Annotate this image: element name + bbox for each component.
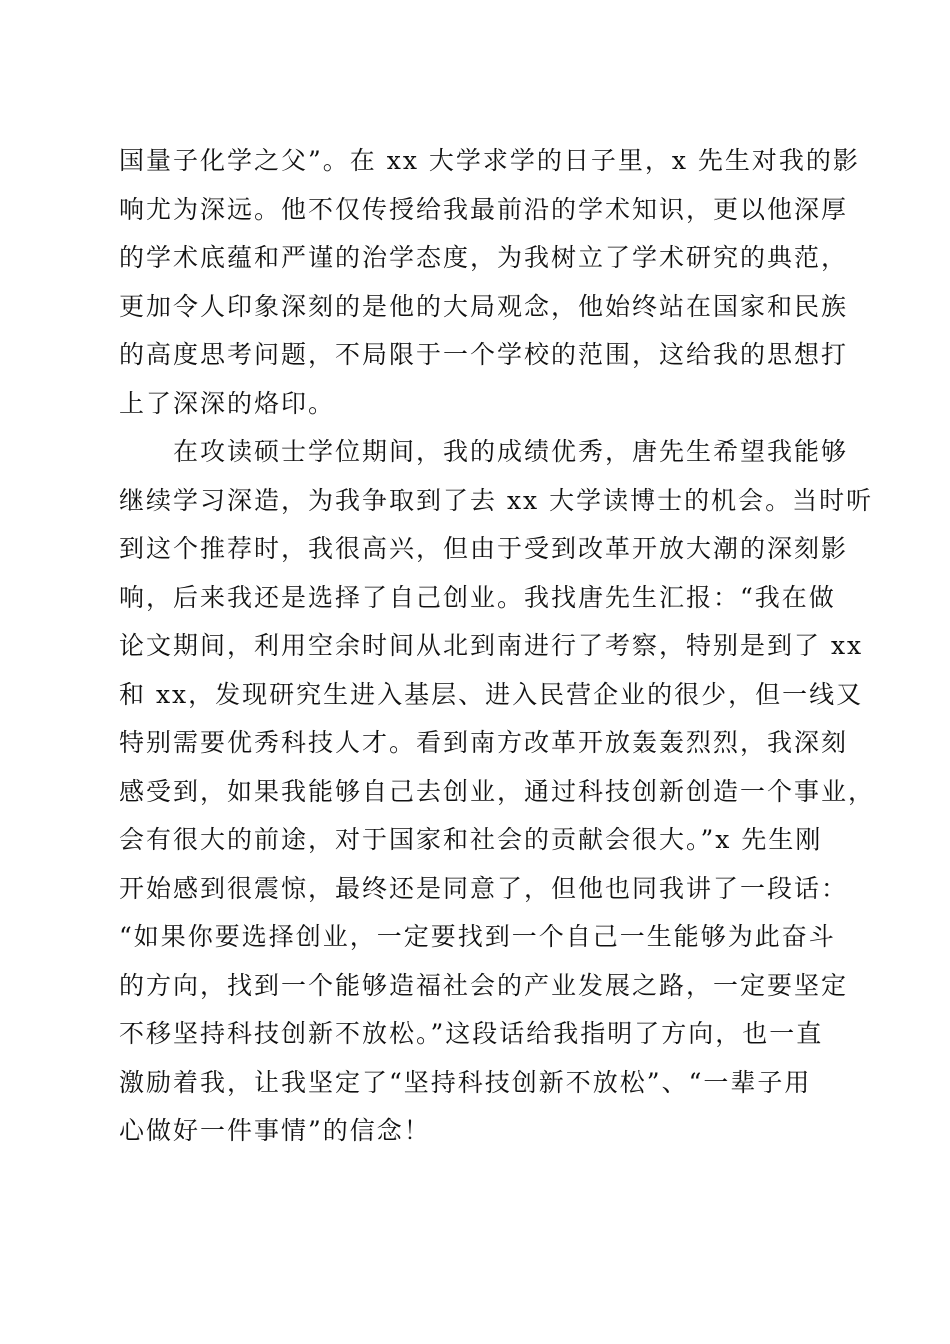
paragraph-line: 开始感到很震惊，最终还是同意了，但他也同我讲了一段话： [119, 873, 849, 903]
paragraph-line: 国量子化学之父”。在 xx 大学求学的日子里，x 先生对我的影 [119, 146, 860, 175]
paragraph-line: 到这个推荐时，我很高兴，但由于受到改革开放大潮的深刻影 [119, 534, 849, 563]
paragraph-line: 的方向，找到一个能够造福社会的产业发展之路，一定要坚定 [119, 970, 849, 1000]
paragraph-2 [119, 428, 876, 1156]
paragraph-line: 响尤为深远。他不仅传授给我最前沿的学术知识，更以他深厚 [119, 194, 849, 224]
paragraph-1 [119, 137, 860, 428]
paragraph-line: 在攻读硕士学位期间，我的成绩优秀，唐先生希望我能够 [173, 437, 849, 466]
paragraph-line: 的学术底蕴和严谨的治学态度，为我树立了学术研究的典范， [119, 243, 849, 272]
paragraph-line: 的高度思考问题，不局限于一个学校的范围，这给我的思想打 [119, 340, 849, 369]
paragraph-line: 激励着我，让我坚定了“坚持科技创新不放松”、“一辈子用 [119, 1067, 812, 1097]
paragraph-line: 论文期间，利用空余时间从北到南进行了考察，特别是到了 xx [119, 631, 864, 660]
document-body [119, 137, 876, 1156]
paragraph-line: 心做好一件事情”的信念！ [119, 1116, 431, 1145]
paragraph-line: 特别需要优秀科技人才。看到南方改革开放轰轰烈烈，我深刻 [119, 728, 849, 757]
paragraph-line: “如果你要选择创业，一定要找到一个自己一生能够为此奋斗 [119, 922, 836, 951]
paragraph-line: 感受到，如果我能够自己去创业，通过科技创新创造一个事业， [119, 776, 876, 806]
paragraph-line: 继续学习深造，为我争取到了去 xx 大学读博士的机会。当时听 [119, 485, 874, 515]
paragraph-line: 响，后来我还是选择了自己创业。我找唐先生汇报：“我在做 [119, 582, 836, 612]
paragraph-line: 和 xx，发现研究生进入基层、进入民营企业的很少，但一线又 [119, 679, 864, 709]
paragraph-line: 不移坚持科技创新不放松。”这段话给我指明了方向，也一直 [119, 1019, 824, 1048]
paragraph-line: 会有很大的前途，对于国家和社会的贡献会很大。”x 先生刚 [119, 825, 823, 854]
paragraph-line: 上了深深的烙印。 [119, 388, 336, 418]
paragraph-line: 更加令人印象深刻的是他的大局观念，他始终站在国家和民族 [119, 291, 849, 321]
